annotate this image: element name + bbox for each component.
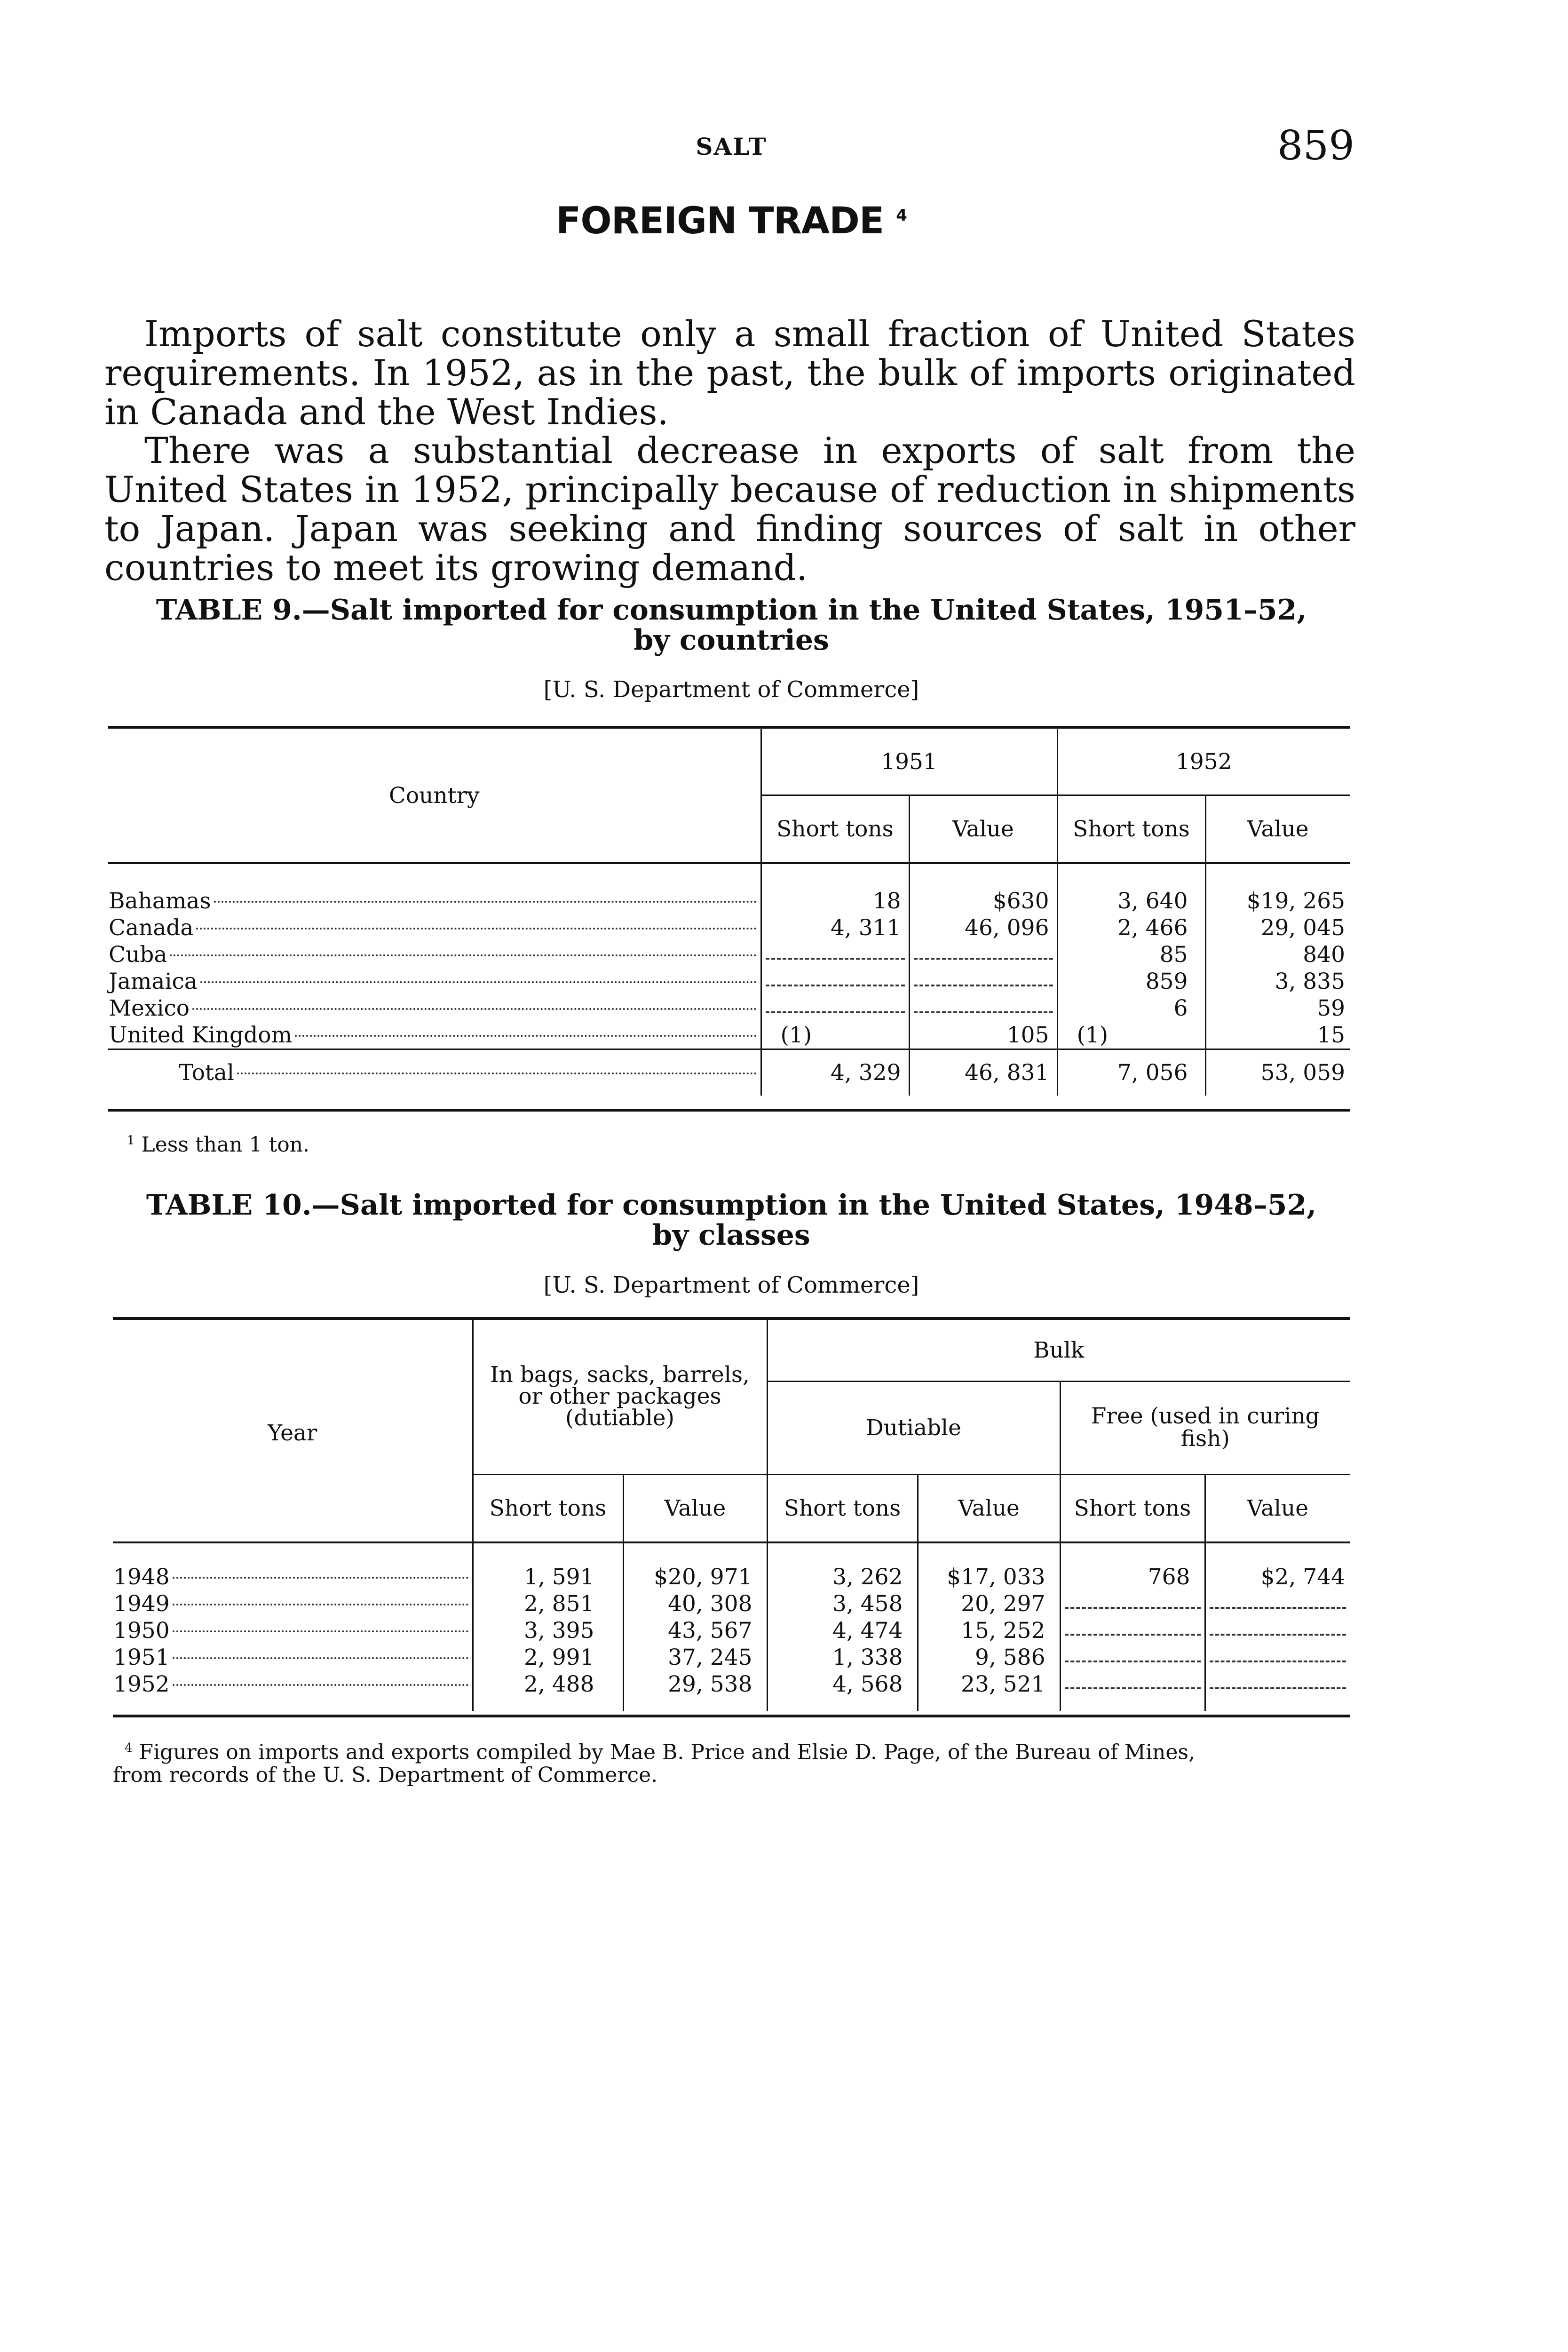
table9-cell: 85	[1057, 941, 1205, 968]
table10-cell: 43, 567	[623, 1617, 767, 1644]
table9-cell: 46, 096	[909, 914, 1057, 941]
table9-sub-value-1952: Value	[1205, 795, 1350, 863]
table10-cell: 15, 252	[918, 1617, 1060, 1644]
table9-country: United Kingdom	[109, 1022, 293, 1048]
table10-cell: 3, 395	[473, 1617, 623, 1644]
table-row	[113, 1671, 1350, 1698]
table-row	[108, 968, 1350, 995]
table9-cell: 840	[1303, 942, 1345, 968]
table9-cell: 3, 835	[1275, 969, 1345, 994]
table10-cell: 29, 538	[623, 1671, 767, 1698]
table10-sub-tons-bags: Short tons	[473, 1474, 623, 1542]
section-footnote-ref: 4	[896, 206, 907, 225]
table10-col-bags: In bags, sacks, barrels, or other packages (dutiable)	[473, 1320, 767, 1474]
table10-cell: 2, 991	[473, 1644, 623, 1671]
table9-cell: 29, 045	[1260, 915, 1345, 941]
table9-country: Bahamas	[109, 888, 211, 914]
table9-sub-tons-1952: Short tons	[1057, 795, 1205, 863]
table10	[113, 1320, 1350, 1711]
table10-year: 1951	[113, 1645, 170, 1670]
running-header	[108, 118, 1354, 169]
table10-cell: 40, 308	[623, 1590, 767, 1617]
table-row	[113, 1617, 1350, 1644]
table10-sub-tons-free: Short tons	[1060, 1474, 1205, 1542]
table10-year: 1948	[113, 1564, 170, 1590]
table10-cell: 1, 591	[473, 1564, 623, 1590]
table10-caption-line1: TABLE 10.—Salt imported for consumption in the United States, 1948–52,	[146, 1189, 1317, 1222]
table9-footnote-mark: 1	[127, 1133, 135, 1148]
table-row	[108, 941, 1350, 968]
footnote4-line2: from records of the U. S. Department of Commerce.	[113, 1763, 658, 1787]
table9-caption-line2: by countries	[634, 624, 829, 657]
table9-col-1951: 1951	[761, 729, 1057, 795]
table9-cell: 4, 329	[761, 1049, 909, 1096]
paragraph-1: Imports of salt constitute only a small fraction of United States requirements. In 1952, as in the past, the bulk of imports originated in Canada and the West Indies.	[104, 313, 1355, 433]
table9-country: Cuba	[109, 942, 167, 968]
table10-cell: 4, 474	[767, 1617, 918, 1644]
table10-col-free: Free (used in curing fish)	[1060, 1381, 1350, 1474]
table-row	[108, 1022, 1350, 1049]
table9-cell: $19, 265	[1246, 888, 1345, 914]
table10-col-dutiable: Dutiable	[767, 1381, 1060, 1474]
table9-cell: 18	[761, 888, 909, 914]
table9-col-1952: 1952	[1057, 729, 1350, 795]
table10-sub-value-dutiable: Value	[918, 1474, 1060, 1542]
table9-sub-value-1951: Value	[909, 795, 1057, 863]
table9-cell: 59	[1317, 995, 1345, 1021]
table10-year: 1950	[113, 1618, 170, 1644]
section-title	[108, 200, 1354, 242]
table9-cell: 105	[909, 1022, 1057, 1049]
table9	[108, 729, 1350, 1096]
table10-cell: 9, 586	[918, 1644, 1060, 1671]
table10-cell: 768	[1060, 1564, 1205, 1590]
table10-cell: $2, 744	[1260, 1564, 1345, 1590]
table-row	[113, 1644, 1350, 1671]
table9-cell: 46, 831	[909, 1049, 1057, 1096]
table10-year: 1949	[113, 1591, 170, 1617]
table9-caption	[108, 595, 1354, 655]
table9-footnote	[127, 1133, 309, 1157]
table9-source: [U. S. Department of Commerce]	[543, 676, 919, 703]
table9-cell: $630	[909, 888, 1057, 914]
table10-sub-tons-dutiable: Short tons	[767, 1474, 918, 1542]
table10-cell: 23, 521	[918, 1671, 1060, 1698]
table9-total-label: Total	[179, 1059, 234, 1086]
table9-total-row	[108, 1049, 1350, 1096]
table9-top-rule	[108, 726, 1350, 729]
table10-cell: 4, 568	[767, 1671, 918, 1698]
table-row	[108, 888, 1350, 914]
table9-cell: (1)	[1057, 1022, 1205, 1049]
running-title: SALT	[696, 133, 767, 160]
table10-cell: 2, 851	[473, 1590, 623, 1617]
table10-col-bulk: Bulk	[767, 1320, 1350, 1381]
table9-cell: (1)	[761, 1022, 909, 1049]
table10-cell: 3, 262	[767, 1564, 918, 1590]
table10-cell: $17, 033	[918, 1564, 1060, 1590]
table-row	[108, 914, 1350, 941]
table9-country: Mexico	[109, 995, 190, 1021]
table9-cell: 2, 466	[1057, 914, 1205, 941]
page-footnote-4	[113, 1737, 1354, 1787]
paragraph-2: There was a substantial decrease in exports of salt from the United States in 1952, principally because of reduction in shipments to Japan. Japan was seeking and finding sources of salt in other countries to meet its growing demand.	[104, 429, 1355, 588]
table9-caption-line1: TABLE 9.—Salt imported for consumption in the United States, 1951–52,	[156, 594, 1307, 627]
table10-cell: 1, 338	[767, 1644, 918, 1671]
table9-cell: 859	[1057, 968, 1205, 995]
table9-footnote-text: Less than 1 ton.	[141, 1133, 310, 1157]
table10-cell: 20, 297	[918, 1590, 1060, 1617]
table10-source: [U. S. Department of Commerce]	[543, 1272, 919, 1298]
footnote4-mark: 4	[125, 1741, 133, 1755]
table9-country: Jamaica	[109, 969, 198, 994]
table10-bottom-rule	[113, 1715, 1350, 1717]
table10-cell: 3, 458	[767, 1590, 918, 1617]
table9-cell: 15	[1317, 1022, 1345, 1048]
table9-country: Canada	[109, 915, 194, 941]
table-row	[113, 1564, 1350, 1590]
table10-caption	[108, 1190, 1354, 1250]
table10-cell: 2, 488	[473, 1671, 623, 1698]
table10-cell: 37, 245	[623, 1644, 767, 1671]
table10-caption-line2: by classes	[652, 1219, 810, 1252]
section-title-text: FOREIGN TRADE	[556, 200, 884, 242]
table9-bottom-rule	[108, 1109, 1350, 1112]
table9-cell: 6	[1057, 995, 1205, 1022]
table10-col-year: Year	[113, 1320, 473, 1542]
page-number: 859	[1277, 122, 1354, 169]
table9-cell: 4, 311	[761, 914, 909, 941]
table9-cell: 53, 059	[1205, 1049, 1350, 1096]
table9-cell: 3, 640	[1057, 888, 1205, 914]
table-row	[113, 1590, 1350, 1617]
table-row	[108, 995, 1350, 1022]
table10-sub-value-bags: Value	[623, 1474, 767, 1542]
table9-cell: 7, 056	[1057, 1049, 1205, 1096]
table9-col-country: Country	[108, 729, 761, 863]
table10-year: 1952	[113, 1671, 170, 1697]
table10-sub-value-free: Value	[1205, 1474, 1350, 1542]
table9-sub-tons-1951: Short tons	[761, 795, 909, 863]
footnote4-line1: Figures on imports and exports compiled by Mae B. Price and Elsie D. Page, of the Bureau of Mines,	[139, 1740, 1195, 1764]
table10-cell: $20, 971	[623, 1564, 767, 1590]
